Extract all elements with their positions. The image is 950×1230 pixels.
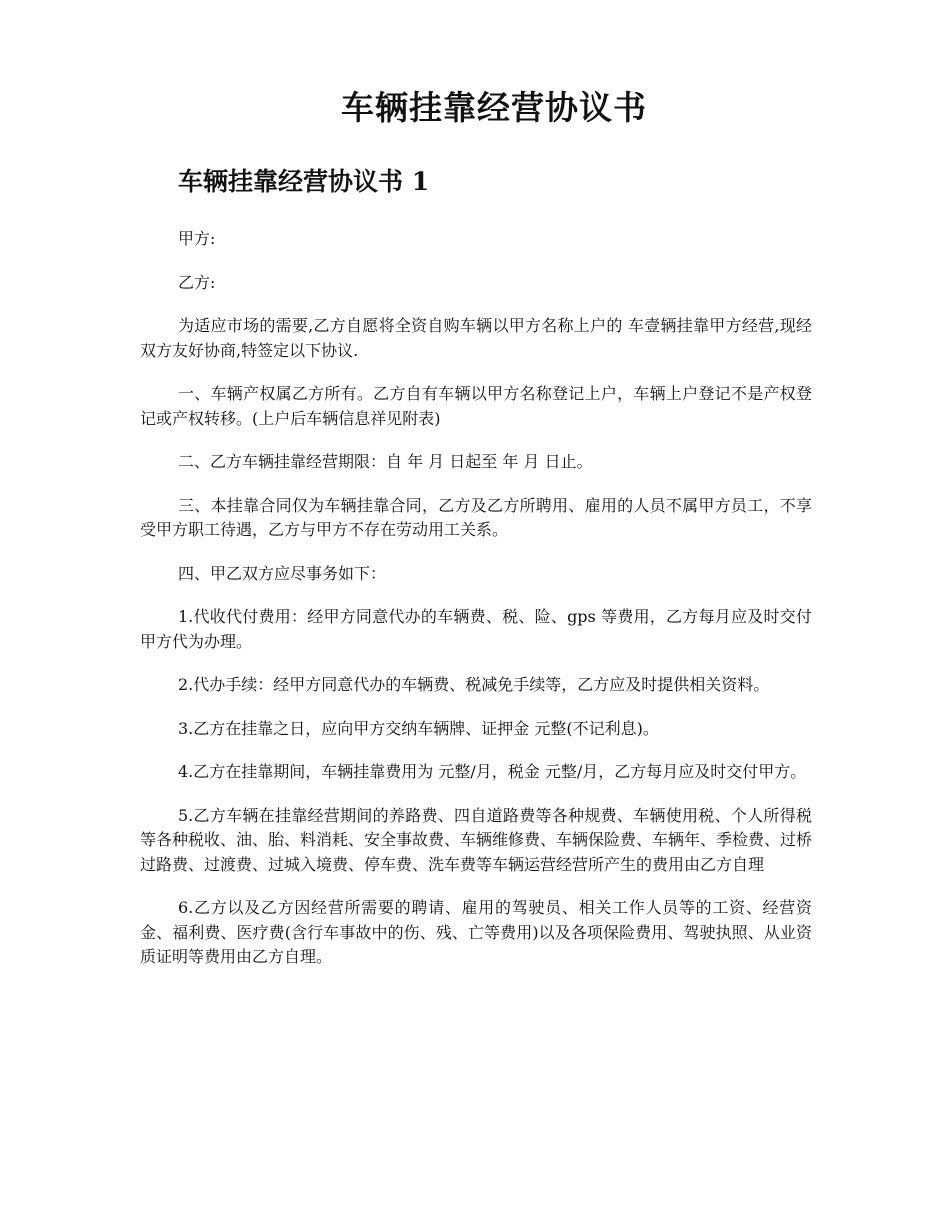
item-5-operating-costs: 5.乙方车辆在挂靠经营期间的养路费、四自道路费等各种规费、车辆使用税、个人所得税等各种税收、油、胎、料消耗、安全事故费、车辆维修费、车辆保险费、车辆年、季检费、过桥过路费、过渡费、过城入境费、停车费、洗车费等车辆运营经营所产生的费用由乙方自理 [140, 805, 813, 874]
preamble-paragraph: 为适应市场的需要,乙方自愿将全资自购车辆以甲方名称上户的 车壹辆挂靠甲方经营,现经双方友好协商,特签定以下协议. [140, 316, 812, 360]
section-title: 车辆挂靠经营协议书 1 [178, 167, 430, 196]
item-1-fees: 1.代收代付费用：经甲方同意代办的车辆费、税、险、gps 等费用，乙方每月应及时交付甲方代为办理。 [140, 607, 812, 651]
agreement-body [140, 227, 812, 989]
clause-4-heading: 四、甲乙双方应尽事务如下： [178, 563, 387, 583]
item-2-procedures: 2.代办手续：经甲方同意代办的车辆费、税减免手续等，乙方应及时提供相关资料。 [178, 675, 770, 694]
item-6-staff-costs: 6.乙方以及乙方因经营所需要的聘请、雇用的驾驶员、相关工作人员等的工资、经营资金、福利费、医疗费(含行车事故中的伤、残、亡等费用)以及各项保险费用、驾驶执照、从业资质证明等费用由乙方自理。 [140, 898, 812, 966]
document-title: 车辆挂靠经营协议书 [341, 88, 647, 127]
clause-1-ownership: 一、车辆产权属乙方所有。乙方自有车辆以甲方名称登记上户，车辆上户登记不是产权登记或产权转移。(上户后车辆信息祥见附表) [140, 384, 812, 428]
party-b-line: 乙方: [178, 272, 216, 292]
item-3-deposit: 3.乙方在挂靠之日，应向甲方交纳车辆牌、证押金 元整(不记利息)。 [178, 718, 659, 738]
party-a-line: 甲方: [178, 229, 216, 248]
item-4-monthly-fees: 4.乙方在挂靠期间，车辆挂靠费用为 元整/月，税金 元整/月，乙方每月应及时交付甲方。 [178, 762, 807, 781]
clause-3-employment: 三、本挂靠合同仅为车辆挂靠合同，乙方及乙方所聘用、雇用的人员不属甲方员工，不享受甲方职工待遇，乙方与甲方不存在劳动用工关系。 [140, 495, 812, 539]
clause-2-term: 二、乙方车辆挂靠经营期限：自 年 月 日起至 年 月 日止。 [178, 452, 593, 471]
